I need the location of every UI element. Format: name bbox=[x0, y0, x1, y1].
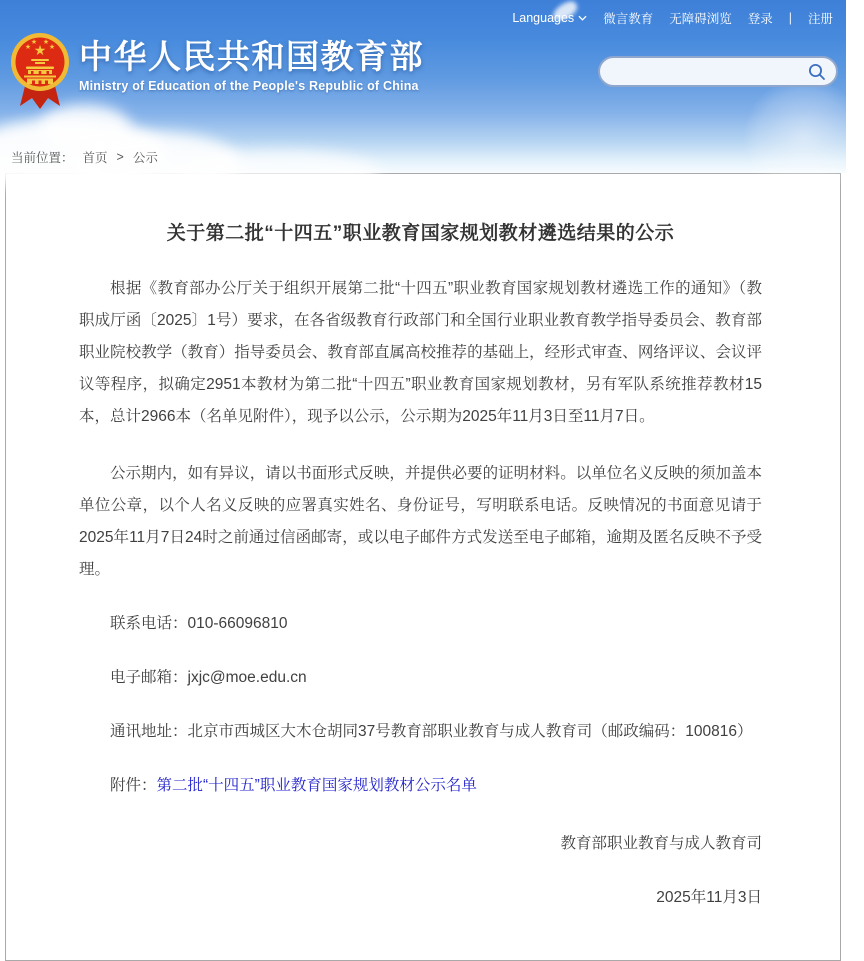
national-emblem-icon bbox=[10, 32, 70, 110]
email-value: jxjc@moe.edu.cn bbox=[187, 669, 307, 686]
address-value: 北京市西城区大木仓胡同37号教育部职业教育与成人教育司（邮政编码：100816） bbox=[187, 723, 753, 740]
signature-department: 教育部职业教育与成人教育司 bbox=[560, 835, 762, 852]
wechat-education-link[interactable]: 微言教育 bbox=[603, 12, 654, 26]
breadcrumb-label: 当前位置： bbox=[11, 151, 74, 165]
svg-text:★: ★ bbox=[24, 43, 32, 51]
cloud-decoration bbox=[180, 150, 380, 200]
address-label: 通讯地址： bbox=[110, 723, 188, 740]
register-link[interactable]: 注册 bbox=[807, 12, 833, 26]
page-title: 关于第二批“十四五”职业教育国家规划教材遴选结果的公示 bbox=[166, 223, 675, 244]
svg-text:★: ★ bbox=[48, 43, 56, 51]
attachment-line bbox=[79, 770, 762, 802]
site-subtitle: Ministry of Education of the People's Republic of China bbox=[79, 79, 419, 94]
address-line bbox=[79, 716, 762, 748]
chevron-down-icon bbox=[578, 15, 587, 21]
contact-phone-value: 010-66096810 bbox=[187, 615, 288, 632]
announcement-content bbox=[5, 173, 841, 961]
dandelion-decoration bbox=[744, 78, 864, 198]
breadcrumb-current: 公示 bbox=[132, 151, 158, 165]
breadcrumb-separator: > bbox=[116, 150, 124, 164]
svg-text:★: ★ bbox=[42, 38, 50, 46]
site-title: 中华人民共和国教育部 bbox=[79, 38, 424, 75]
breadcrumb-home-link[interactable]: 首页 bbox=[82, 151, 108, 165]
site-logo-link[interactable] bbox=[10, 32, 424, 110]
login-link[interactable]: 登录 bbox=[747, 12, 773, 26]
search-button[interactable] bbox=[807, 62, 827, 82]
paragraph-objection: 公示期内，如有异议，请以书面形式反映，并提供必要的证明材料。以单位名义反映的须加盖本单位公章，以个人名义反映的应署真实姓名、身份证号，写明联系电话。反映情况的书面意见请于2025年11月7日24时之前通过信函邮寄，或以电子邮件方式发送至电子邮箱，逾期及匿名反映不予受理。 bbox=[79, 465, 762, 578]
brand-text bbox=[79, 39, 424, 93]
search-input[interactable] bbox=[614, 64, 807, 79]
topbar-divider: | bbox=[788, 11, 792, 25]
site-header bbox=[0, 0, 846, 173]
email-label: 电子邮箱： bbox=[110, 669, 188, 686]
svg-text:★: ★ bbox=[33, 43, 47, 59]
publish-date: 2025年11月3日 bbox=[656, 889, 762, 906]
contact-phone-label: 联系电话： bbox=[110, 615, 188, 632]
languages-menu[interactable] bbox=[512, 11, 587, 25]
attachment-link[interactable]: 第二批“十四五”职业教育国家规划教材公示名单 bbox=[156, 777, 477, 794]
paragraph-basis: 根据《教育部办公厅关于组织开展第二批“十四五”职业教育国家规划教材遴选工作的通知》（教职成厅函〔2025〕1号）要求，在各省级教育行政部门和全国行业职业教育教学指导委员会、教育部职业院校教学（教育）指导委员会、教育部直属高校推荐的基础上，经形式审查、网络评议、会议评议等程序，拟确定2951本教材为第二批“十四五”职业教育国家规划教材，另有军队系统推荐教材15本，总计2966本（名单见附件），现予以公示，公示期为2025年11月3日至11月7日。 bbox=[79, 280, 762, 425]
attachment-label: 附件： bbox=[110, 777, 157, 794]
languages-label: Languages bbox=[512, 11, 575, 25]
contact-phone-line bbox=[79, 608, 762, 640]
accessibility-link[interactable]: 无障碍浏览 bbox=[669, 12, 732, 26]
breadcrumb bbox=[11, 148, 158, 166]
email-line bbox=[79, 662, 762, 694]
search-box bbox=[598, 56, 838, 87]
utility-nav bbox=[512, 9, 833, 27]
svg-text:★: ★ bbox=[30, 38, 38, 46]
search-icon bbox=[807, 62, 827, 82]
